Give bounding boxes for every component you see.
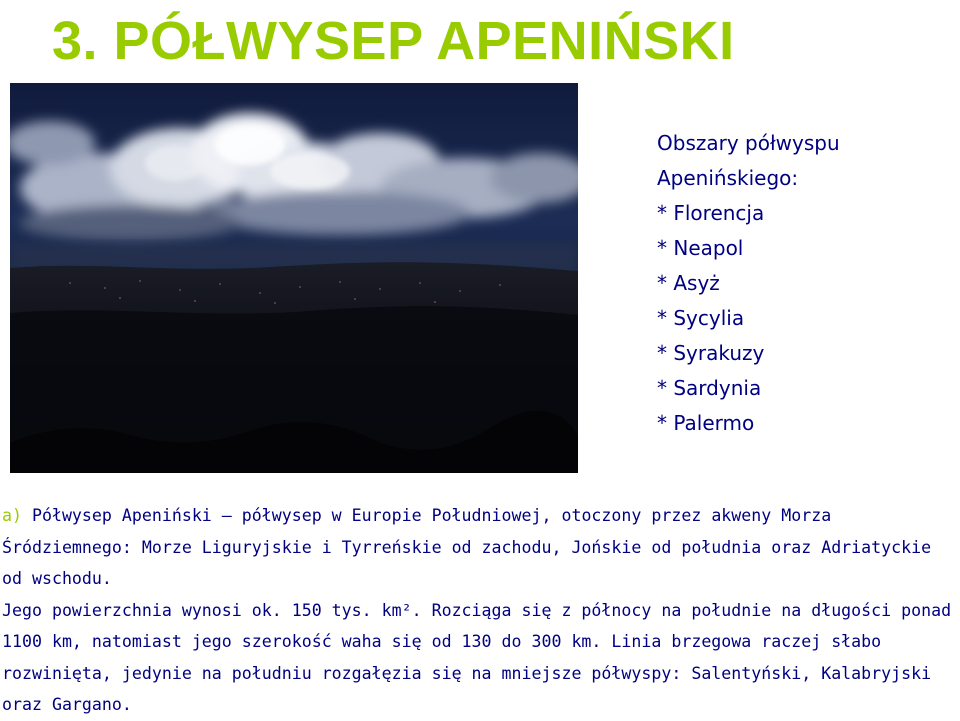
list-item: * Neapol [657, 236, 744, 260]
list-item: * Sardynia [657, 376, 762, 400]
list-item: * Asyż [657, 271, 720, 295]
regions-heading-line2: Apenińskiego: [657, 166, 799, 190]
cloudy-landscape-image [10, 83, 578, 473]
regions-heading-line1: Obszary półwyspu [657, 131, 840, 155]
list-item: * Florencja [657, 201, 765, 225]
slide-title: 3. PÓŁWYSEP APENIŃSKI [52, 11, 735, 71]
description-para1-text: Półwysep Apeniński – półwysep w Europie Południowej, otoczony przez akweny Morza Śródziemnego: Morze Liguryjskie i Tyrreńskie od zachodu, Jońskie od południa oraz Adriatyckie od wschodu. [2, 506, 932, 588]
list-item: * Palermo [657, 411, 755, 435]
description-paragraph-1 [2, 500, 960, 595]
item-marker: a) [2, 506, 22, 525]
list-item: * Syrakuzy [657, 341, 765, 365]
description-paragraph-2: Jego powierzchnia wynosi ok. 150 tys. km². Rozciąga się z północy na południe na długości ponad 1100 km, natomiast jego szerokość waha się od 130 do 300 km. Linia brzegowa raczej słabo rozwinięta, jedynie na południu rozgałęzia się na mniejsze półwyspy: Salentyński, Kalabryjski oraz Gargano. [2, 600, 952, 714]
regions-list-box [657, 126, 947, 441]
description-text [2, 500, 960, 721]
list-item: * Sycylia [657, 306, 745, 330]
regions-list [657, 196, 947, 441]
landscape-photo [10, 83, 578, 473]
